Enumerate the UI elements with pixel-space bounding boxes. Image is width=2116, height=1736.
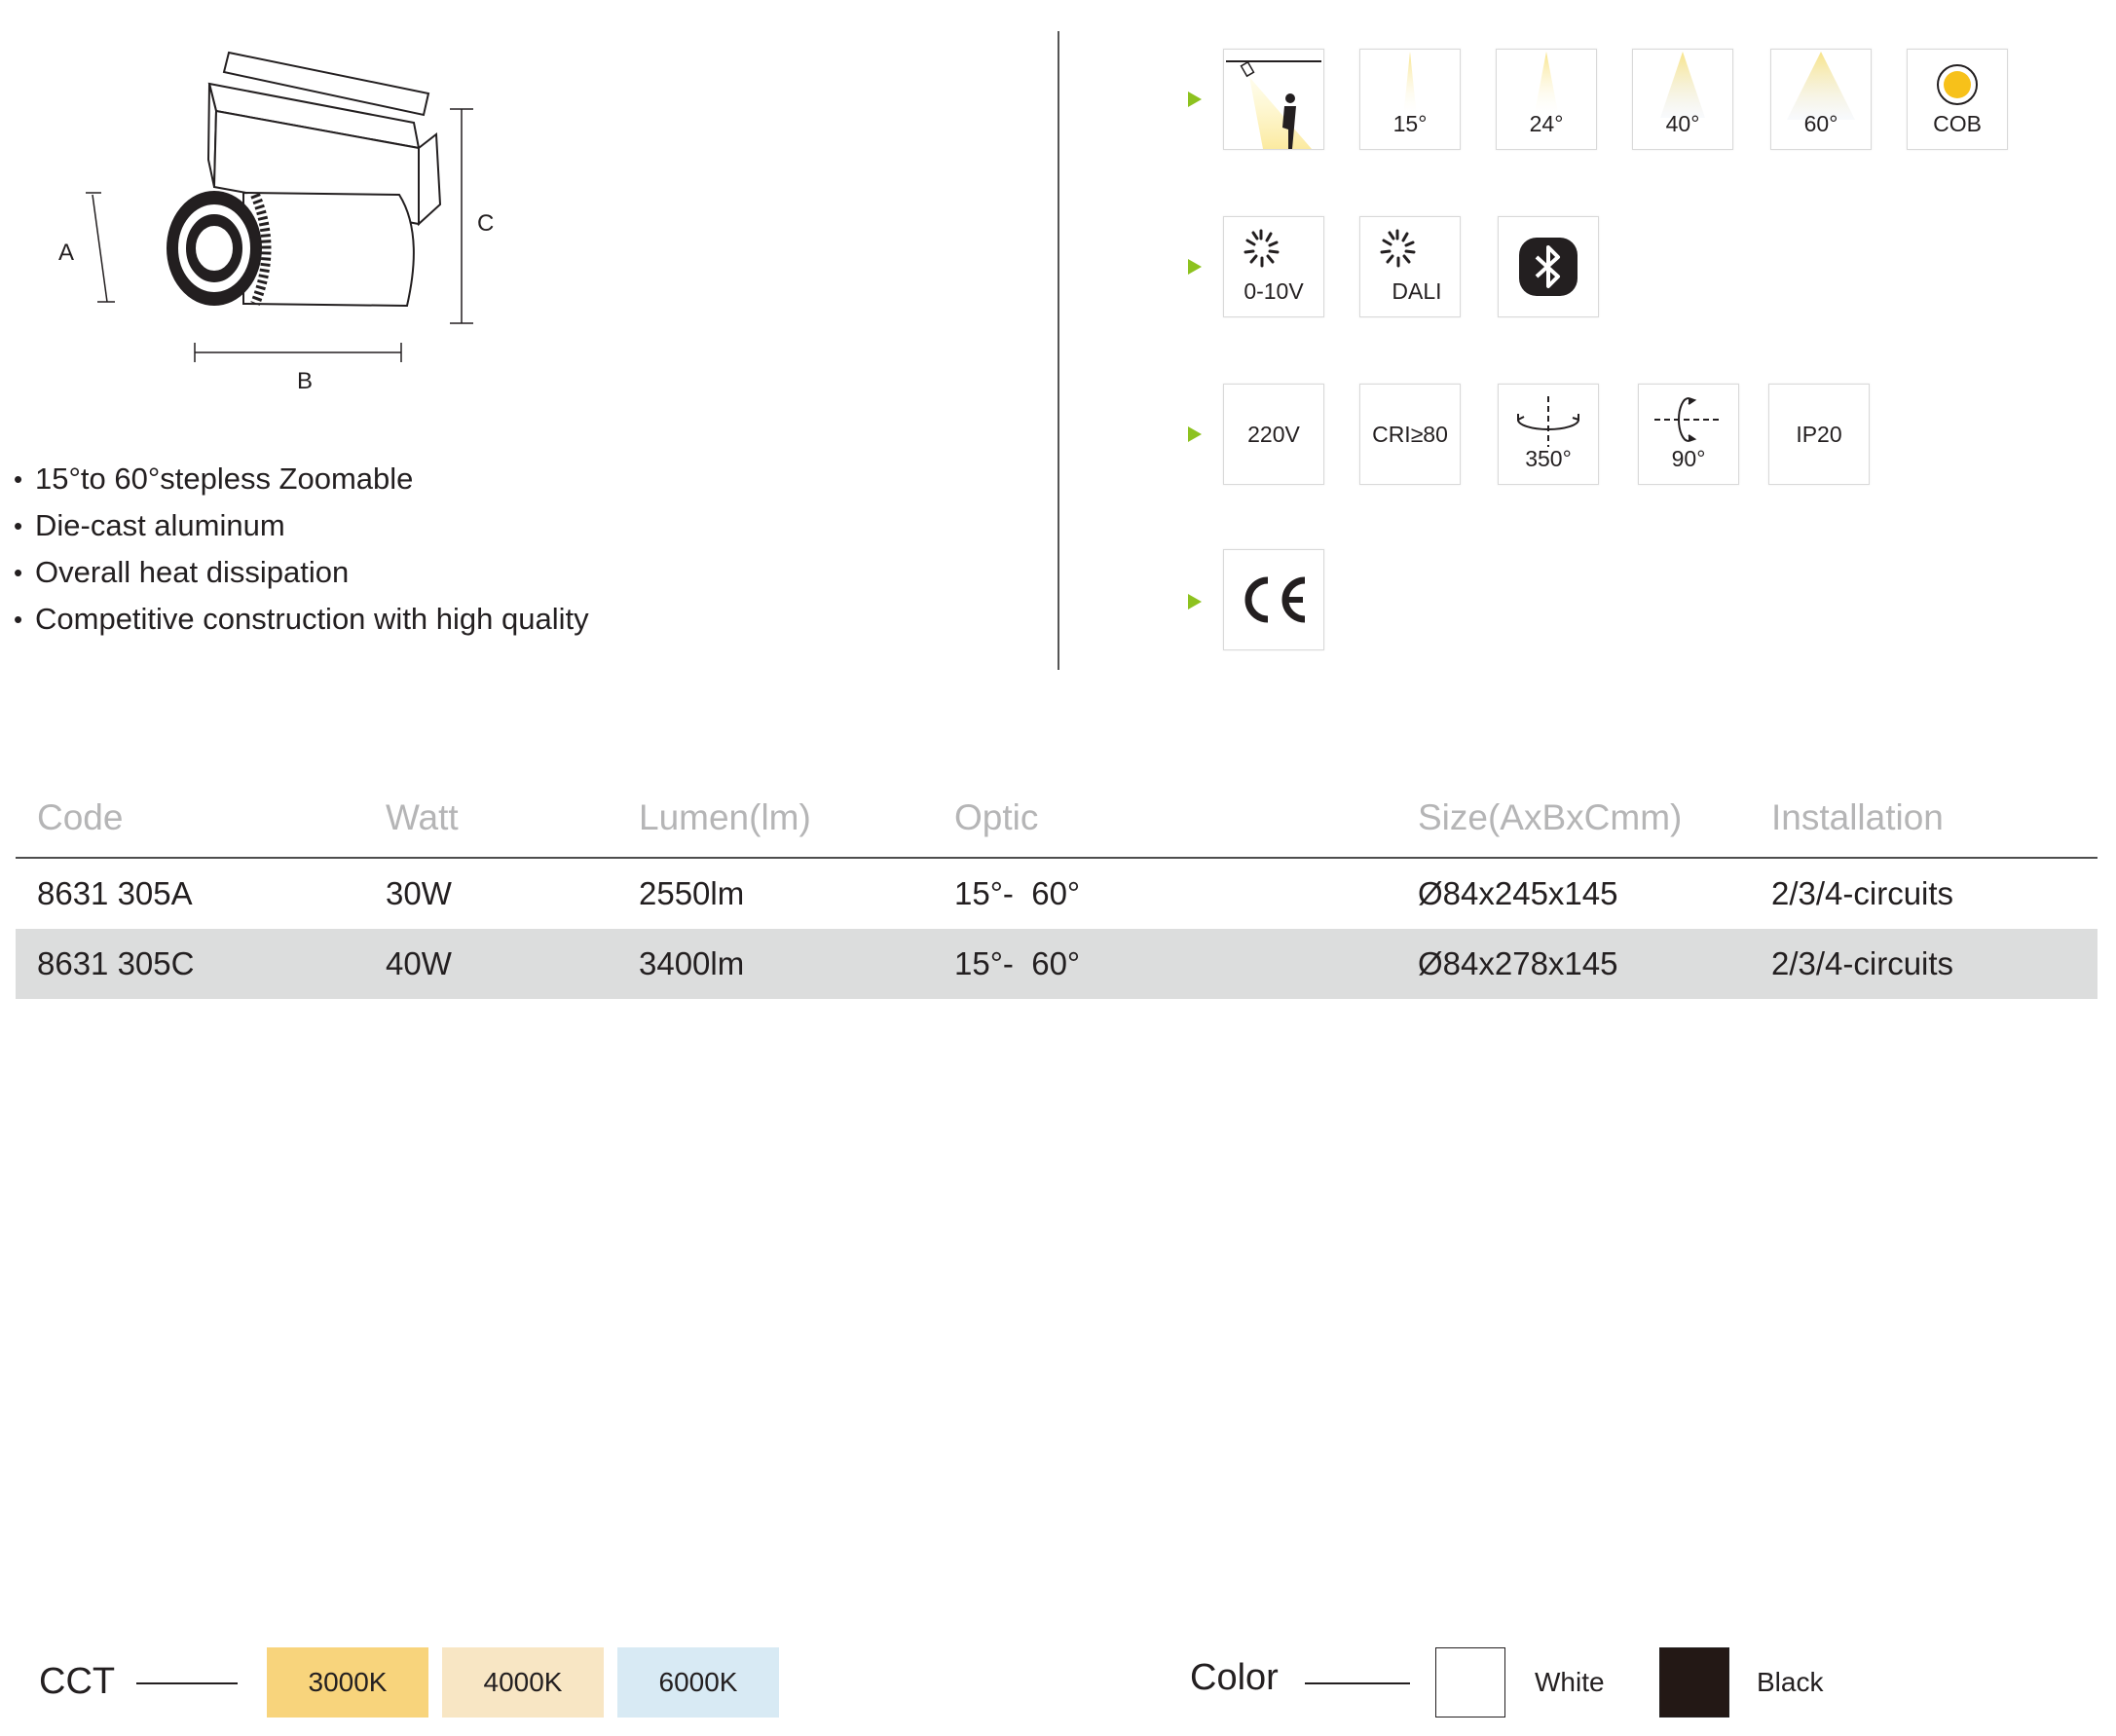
- tilt-label: 90°: [1671, 446, 1706, 471]
- table-cell: 8631 305A: [37, 875, 193, 911]
- table-row: [16, 929, 2097, 999]
- dimming-dali-icon: [1359, 216, 1461, 317]
- color-name-black: Black: [1757, 1667, 1824, 1697]
- table-cell: Ø84x245x145: [1418, 875, 1618, 911]
- cct-leader-line: [136, 1682, 238, 1684]
- feature-item: • Overall heat dissipation: [12, 549, 589, 596]
- cct-swatch-4000k: 4000K: [442, 1647, 604, 1718]
- table-cell: 15°- 60°: [954, 875, 1081, 911]
- feature-item: • 15°to 60°stepless Zoomable: [12, 456, 589, 502]
- ce-mark-icon: [1223, 549, 1324, 650]
- tilt-90-icon: [1638, 384, 1739, 485]
- dimension-label-c: C: [477, 210, 495, 237]
- track-spotlight-drawing: [39, 39, 526, 409]
- beam-angle-label: 60°: [1803, 111, 1838, 136]
- product-dimension-drawing: [39, 39, 526, 409]
- feature-item: • Competitive construction with high quality: [12, 596, 589, 643]
- dimension-label-b: B: [297, 368, 314, 394]
- dimming-010v-icon: [1223, 216, 1324, 317]
- row-arrow-icon: [1188, 92, 1202, 107]
- column-header: Lumen(lm): [639, 797, 811, 837]
- dimming-label: DALI: [1392, 278, 1442, 304]
- dimension-label-a: A: [58, 240, 75, 266]
- cob-label: COB: [1933, 111, 1982, 136]
- color-swatch-white: [1435, 1647, 1505, 1718]
- application-icon: [1223, 49, 1324, 150]
- color-name-white: White: [1535, 1667, 1605, 1697]
- column-header: Installation: [1771, 797, 1944, 837]
- ip-label: IP20: [1796, 422, 1842, 447]
- beam-angle-40-icon: [1632, 49, 1733, 150]
- cct-swatch-6000k: 6000K: [617, 1647, 779, 1718]
- spec-table: [16, 779, 2097, 999]
- column-header: Code: [37, 797, 124, 837]
- table-cell: 3400lm: [617, 929, 933, 999]
- row-arrow-icon: [1188, 259, 1202, 275]
- beam-angle-label: 15°: [1392, 111, 1428, 136]
- cri-icon: [1359, 384, 1461, 485]
- dimming-label: 0-10V: [1244, 278, 1304, 304]
- column-header: Watt: [386, 797, 459, 837]
- column-header: Optic: [954, 797, 1039, 837]
- table-cell: 15°- 60°: [933, 929, 1396, 999]
- ip-rating-icon: [1768, 384, 1870, 485]
- table-cell: 40W: [364, 929, 617, 999]
- table-cell: 2/3/4-circuits: [1771, 875, 1954, 911]
- cct-label: CCT: [39, 1661, 116, 1702]
- table-header-row: [16, 779, 2097, 858]
- beam-angle-24-icon: [1496, 49, 1597, 150]
- cct-swatch-3000k: 3000K: [267, 1647, 428, 1718]
- cri-label: CRI≥80: [1372, 422, 1448, 447]
- vertical-divider: [1058, 31, 1059, 670]
- cob-icon: [1907, 49, 2008, 150]
- column-header: Size(AxBxCmm): [1418, 797, 1683, 837]
- table-cell: 30W: [386, 875, 452, 911]
- bluetooth-icon: [1498, 216, 1599, 317]
- voltage-label: 220V: [1247, 422, 1300, 447]
- feature-item: • Die-cast aluminum: [12, 502, 589, 549]
- spotlight-person-icon: [1224, 50, 1323, 149]
- beam-angle-label: 40°: [1665, 111, 1700, 136]
- table-row: [16, 858, 2097, 929]
- table-cell: 2550lm: [639, 875, 745, 911]
- table-cell: 8631 305C: [16, 929, 364, 999]
- color-leader-line: [1305, 1682, 1410, 1684]
- feature-list: [12, 456, 589, 643]
- rotation-label: 350°: [1525, 446, 1572, 471]
- rotation-350-icon: [1498, 384, 1599, 485]
- color-swatch-black: [1659, 1647, 1729, 1718]
- beam-angle-label: 24°: [1529, 111, 1564, 136]
- table-cell: 2/3/4-circuits: [1750, 929, 2097, 999]
- row-arrow-icon: [1188, 594, 1202, 609]
- beam-angle-60-icon: [1770, 49, 1872, 150]
- voltage-icon: [1223, 384, 1324, 485]
- beam-angle-15-icon: [1359, 49, 1461, 150]
- table-cell: Ø84x278x145: [1396, 929, 1750, 999]
- color-label: Color: [1190, 1657, 1279, 1698]
- row-arrow-icon: [1188, 426, 1202, 442]
